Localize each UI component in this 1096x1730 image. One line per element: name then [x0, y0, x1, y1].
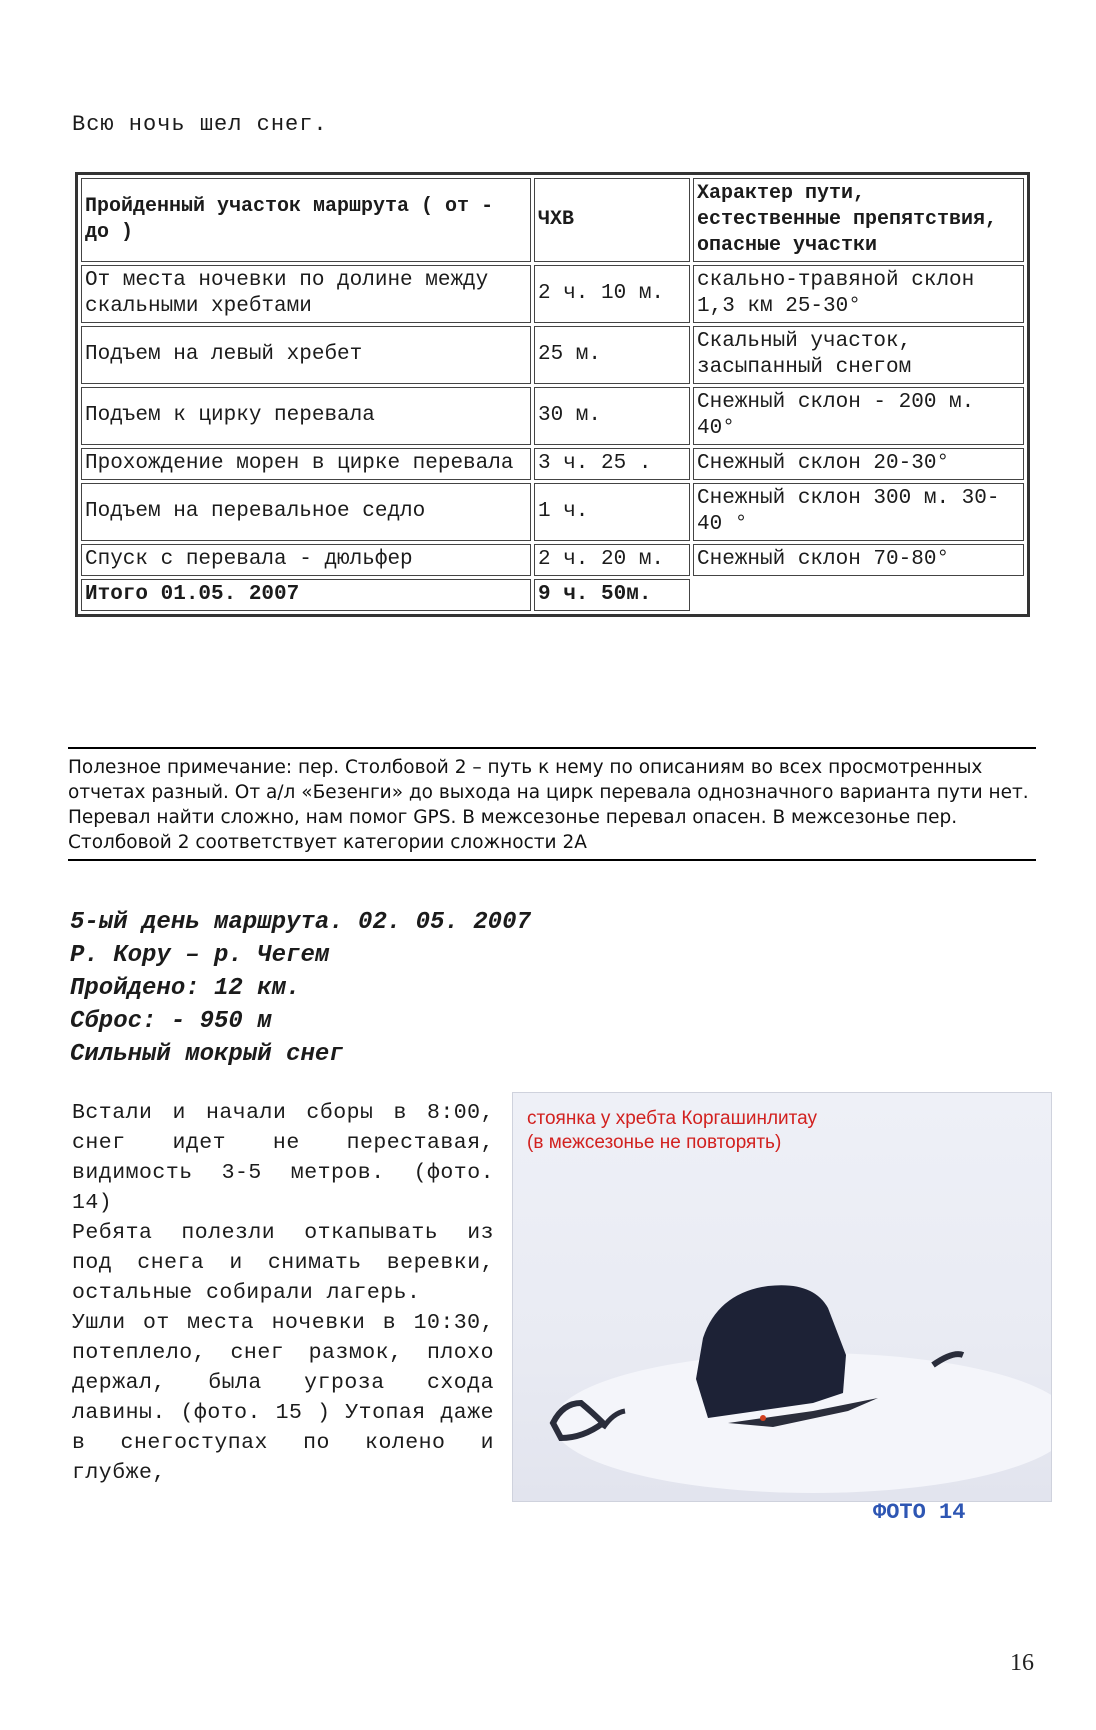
- useful-note: Полезное примечание: пер. Столбовой 2 – путь к нему по описаниям во всех просмотренных отчетах разный. От а/л «Безенги» до выхода на цирк перевала однозначного варианта пути нет. Перевал найти сложно, нам помог GPS. В межсезонье перевал опасен. В межсезонье пер. Столбовой 2 соответствует категории сложности 2А: [68, 747, 1036, 861]
- time-cell: 2 ч. 20 м.: [534, 544, 690, 576]
- table-total-row: [81, 579, 1024, 611]
- paragraph: Ушли от места ночевки в 10:30, потеплело, снег размок, плохо держал, была угроза схода лавины. (фото. 15 ) Утопая даже в снегоступах по колено и глубже,: [72, 1311, 494, 1485]
- photo-label: ФОТО 14: [873, 1500, 966, 1525]
- day-drop: Сброс: - 950 м: [70, 1008, 272, 1035]
- character-cell: Снежный склон 20-30°: [693, 448, 1024, 480]
- day-distance: Пройдено: 12 км.: [70, 975, 301, 1002]
- total-label: Итого 01.05. 2007: [81, 579, 531, 611]
- table-row: [81, 448, 1024, 480]
- camp-photo: [512, 1092, 1052, 1502]
- segment-cell: Прохождение морен в цирке перевала: [81, 448, 531, 480]
- segment-cell: От места ночевки по долине между скальными хребтами: [81, 265, 531, 323]
- time-cell: 2 ч. 10 м.: [534, 265, 690, 323]
- segment-cell: Подъем к цирку перевала: [81, 387, 531, 445]
- route-table: [75, 172, 1030, 617]
- table-row: [81, 544, 1024, 576]
- time-cell: 1 ч.: [534, 483, 690, 541]
- table-row: [81, 326, 1024, 384]
- body-text: [72, 1098, 494, 1488]
- segment-cell: Подъем на левый хребет: [81, 326, 531, 384]
- empty-cell: [693, 579, 1024, 611]
- table-row: [81, 483, 1024, 541]
- character-cell: скально-травяной склон 1,3 км 25-30°: [693, 265, 1024, 323]
- table-header-row: [81, 178, 1024, 262]
- day-route: Р. Кору – р. Чегем: [70, 942, 330, 969]
- page-number: 16: [1010, 1650, 1034, 1676]
- segment-cell: Подъем на перевальное седло: [81, 483, 531, 541]
- day-weather: Сильный мокрый снег: [70, 1041, 344, 1068]
- character-cell: Снежный склон 300 м. 30-40 °: [693, 483, 1024, 541]
- table-row: [81, 387, 1024, 445]
- day-header: [70, 906, 531, 1071]
- table-row: [81, 265, 1024, 323]
- paragraph: Встали и начали сборы в 8:00, снег идет не переставая, видимость 3-5 метров. (фото. 14): [72, 1101, 494, 1215]
- segment-cell: Спуск с перевала - дюльфер: [81, 544, 531, 576]
- tent-in-snow-image: [513, 1093, 1051, 1501]
- paragraph: Ребята полезли откапывать из под снега и снимать веревки, остальные собирали лагерь.: [72, 1221, 494, 1305]
- photo-caption: стоянка у хребта Коргашинлитау (в межсезонье не повторять): [527, 1108, 818, 1153]
- header-segment: Пройденный участок маршрута ( от - до ): [81, 178, 531, 262]
- header-character: Характер пути, естественные препятствия, опасные участки: [693, 178, 1024, 262]
- total-value: 9 ч. 50м.: [534, 579, 690, 611]
- character-cell: Снежный склон 70-80°: [693, 544, 1024, 576]
- character-cell: Снежный склон - 200 м. 40°: [693, 387, 1024, 445]
- time-cell: 25 м.: [534, 326, 690, 384]
- intro-text: Всю ночь шел снег.: [72, 112, 328, 137]
- time-cell: 3 ч. 25 .: [534, 448, 690, 480]
- time-cell: 30 м.: [534, 387, 690, 445]
- header-time: ЧХВ: [534, 178, 690, 262]
- character-cell: Скальный участок, засыпанный снегом: [693, 326, 1024, 384]
- day-title: 5-ый день маршрута. 02. 05. 2007: [70, 909, 531, 936]
